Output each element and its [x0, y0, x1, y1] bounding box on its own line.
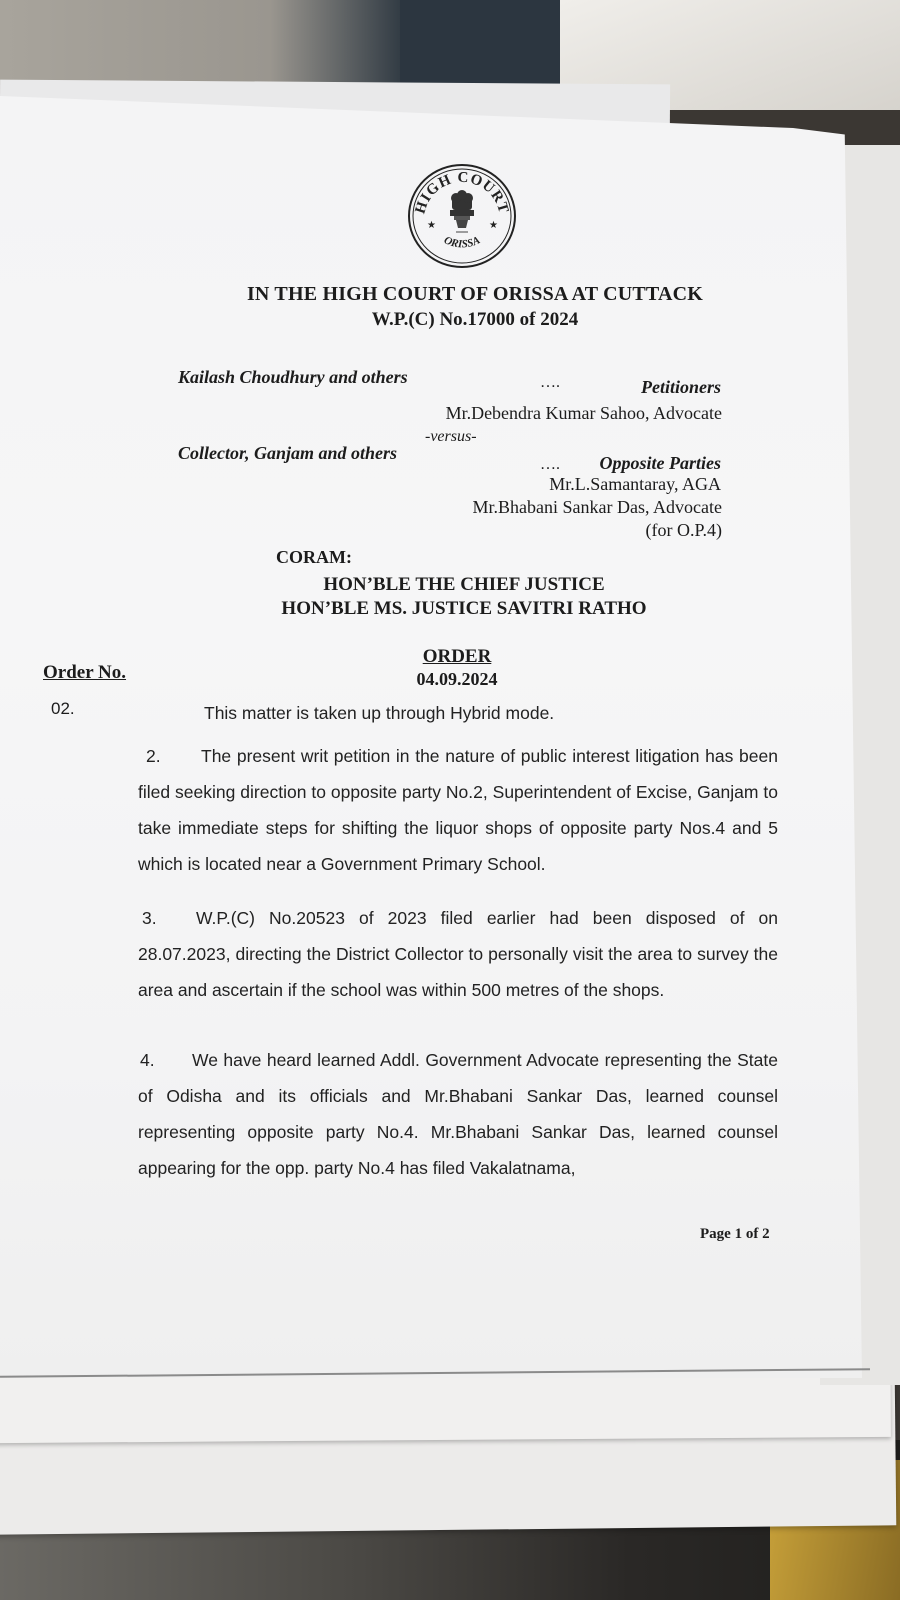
paragraph-4-number: 4.	[140, 1050, 155, 1070]
order-date: 04.09.2024	[416, 669, 498, 689]
paragraph-1: This matter is taken up through Hybrid mode.	[204, 703, 555, 723]
order-number: 02.	[51, 699, 75, 718]
coram-label: CORAM:	[276, 547, 352, 567]
court-title: IN THE HIGH COURT OF ORISSA AT CUTTACK	[246, 283, 704, 305]
respondents-dots: ….	[540, 456, 560, 473]
order-heading: ORDER	[422, 646, 492, 667]
paragraph-2	[138, 738, 778, 882]
paragraph-3-text: W.P.(C) No.20523 of 2023 filed earlier had been disposed of on 28.07.2023, directing the District Collector to personally visit the area to survey the area and ascertain if the school was within 500 metres of the shops.	[138, 908, 778, 1000]
svg-text:★: ★	[489, 220, 498, 231]
versus-text: -versus-	[425, 428, 477, 445]
page-number: Page 1 of 2	[700, 1226, 770, 1242]
respondents-counsel-1: Mr.L.Samantaray, AGA	[549, 474, 721, 494]
petitioners-dots: ….	[540, 374, 560, 391]
petitioners-name: Kailash Choudhury and others	[178, 367, 408, 387]
paragraph-4	[138, 1042, 778, 1186]
case-number: W.P.(C) No.17000 of 2024	[371, 309, 579, 330]
svg-text:★: ★	[427, 220, 436, 231]
petitioners-counsel: Mr.Debendra Kumar Sahoo, Advocate	[445, 403, 722, 423]
judge-2: HON’BLE MS. JUSTICE SAVITRI RATHO	[281, 598, 647, 619]
respondents-counsel-2: Mr.Bhabani Sankar Das, Advocate	[472, 497, 722, 517]
paragraph-3-number: 3.	[142, 908, 157, 928]
paragraph-2-number: 2.	[146, 746, 161, 766]
svg-text:ORISSA	[442, 234, 482, 250]
petitioners-label: Petitioners	[641, 377, 721, 397]
order-no-label: Order No.	[43, 662, 127, 683]
paragraph-2-text: The present writ petition in the nature of public interest litigation has been filed seeking direction to opposite party No.2, Superintendent of Excise, Ganjam to take immediate steps for shifting the liquor shops of opposite party Nos.4 and 5 which is located near a Government Primary School.	[138, 746, 778, 874]
opposite-parties-label: Opposite Parties	[599, 453, 721, 473]
paragraph-3	[138, 900, 778, 1008]
seal-top-text: HIGH COURT	[412, 169, 512, 216]
respondents-name: Collector, Ganjam and others	[178, 443, 398, 463]
respondents-counsel-3: (for O.P.4)	[645, 520, 722, 540]
paragraph-4-text: We have heard learned Addl. Government Advocate representing the State of Odisha and its officials and Mr.Bhabani Sankar Das, learned counsel representing opposite party No.4. Mr.Bhabani Sankar Das, learned counsel appearing for the opp. party No.4 has filed Vakalatnama,	[138, 1050, 778, 1178]
judge-1: HON’BLE THE CHIEF JUSTICE	[323, 574, 605, 595]
seal-bottom-text: ORISSA	[441, 234, 483, 251]
high-court-seal-icon	[406, 162, 518, 270]
